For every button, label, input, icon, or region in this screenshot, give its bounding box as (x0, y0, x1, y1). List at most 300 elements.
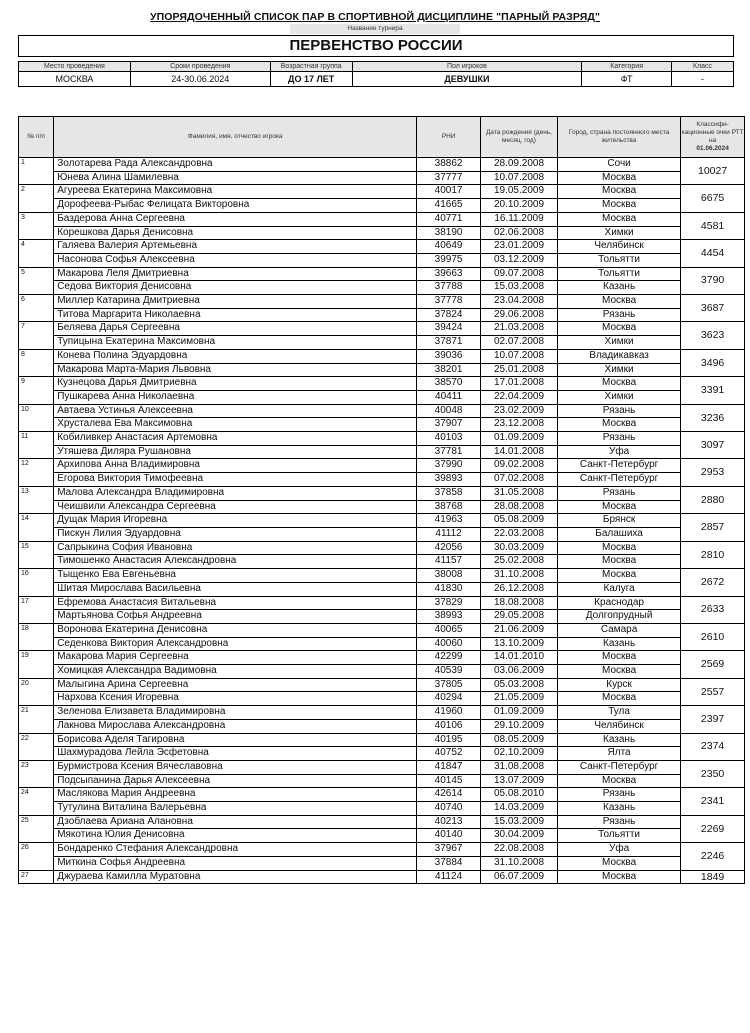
table-row (19, 322, 745, 336)
player-rni: 38201 (417, 363, 481, 377)
player-birthdate: 25.02.2008 (480, 555, 557, 569)
pair-number: 27 (19, 870, 54, 884)
table-row (19, 870, 745, 884)
player-name: Егорова Виктория Тимофеевна (54, 473, 417, 487)
table-row (19, 541, 745, 555)
pair-rating: 10027 (681, 158, 745, 185)
pair-rating: 2557 (681, 678, 745, 705)
pair-rating: 4454 (681, 240, 745, 267)
player-rni: 38768 (417, 500, 481, 514)
player-name: Малыгина Арина Сергеевна (54, 678, 417, 692)
player-city: Москва (557, 665, 680, 679)
table-row (19, 719, 745, 733)
player-rni: 40106 (417, 719, 481, 733)
player-birthdate: 15.03.2009 (480, 815, 557, 829)
info-header-category: Категория (582, 62, 672, 72)
player-birthdate: 19.05.2009 (480, 185, 557, 199)
player-birthdate: 14.03.2009 (480, 802, 557, 816)
table-row (19, 747, 745, 761)
info-age-group: ДО 17 ЛЕТ (270, 72, 352, 87)
col-header-rni: РНИ (417, 117, 481, 158)
col-header-city: Город, страна постоянного места жительства (557, 117, 680, 158)
player-rni: 37829 (417, 596, 481, 610)
player-birthdate: 31.08.2008 (480, 760, 557, 774)
player-city: Москва (557, 295, 680, 309)
col-header-number: № п/п (19, 117, 54, 158)
pair-rating: 2857 (681, 514, 745, 541)
pair-number: 6 (19, 295, 54, 322)
tournament-name: ПЕРВЕНСТВО РОССИИ (18, 35, 734, 57)
player-rni: 41665 (417, 199, 481, 213)
player-birthdate: 23.04.2008 (480, 295, 557, 309)
player-rni: 41960 (417, 706, 481, 720)
player-rni: 37788 (417, 281, 481, 295)
player-city: Рязань (557, 815, 680, 829)
player-city: Владикавказ (557, 349, 680, 363)
player-name: Нархова Ксения Игоревна (54, 692, 417, 706)
player-rni: 42056 (417, 541, 481, 555)
info-gender: ДЕВУШКИ (352, 72, 582, 87)
table-row (19, 514, 745, 528)
player-city: Челябинск (557, 719, 680, 733)
pair-number: 13 (19, 486, 54, 513)
table-row (19, 665, 745, 679)
player-name: Макарова Мария Сергеевна (54, 651, 417, 665)
player-city: Брянск (557, 514, 680, 528)
player-birthdate: 29.10.2009 (480, 719, 557, 733)
player-city: Челябинск (557, 240, 680, 254)
table-row (19, 253, 745, 267)
col-header-rating-label: Классифи-кационные очки РТТ на (681, 121, 744, 144)
player-rni: 38190 (417, 226, 481, 240)
info-class: - (672, 72, 734, 87)
player-rni: 40065 (417, 623, 481, 637)
player-city: Тольятти (557, 829, 680, 843)
pairs-body (19, 158, 745, 884)
player-name: Джураева Камилла Муратовна (54, 870, 417, 884)
pair-rating: 2350 (681, 760, 745, 787)
player-city: Казань (557, 733, 680, 747)
player-rni: 37778 (417, 295, 481, 309)
table-row (19, 363, 745, 377)
player-name: Баздерова Анна Сергеевна (54, 212, 417, 226)
player-city: Санкт-Петербург (557, 760, 680, 774)
table-row (19, 582, 745, 596)
player-rni: 40048 (417, 404, 481, 418)
player-birthdate: 08.05.2009 (480, 733, 557, 747)
pair-rating: 3097 (681, 432, 745, 459)
player-rni: 37777 (417, 171, 481, 185)
pair-rating: 2810 (681, 541, 745, 568)
player-birthdate: 22.08.2008 (480, 843, 557, 857)
table-row (19, 678, 745, 692)
table-row (19, 295, 745, 309)
pair-number: 3 (19, 212, 54, 239)
table-row (19, 500, 745, 514)
player-name: Подсыпанина Дарья Алексеевна (54, 774, 417, 788)
table-row (19, 212, 745, 226)
player-city: Уфа (557, 843, 680, 857)
player-birthdate: 13.10.2009 (480, 637, 557, 651)
document-title: УПОРЯДОЧЕННЫЙ СПИСОК ПАР В СПОРТИВНОЙ ДИСЦИПЛИНЕ "ПАРНЫЙ РАЗРЯД" (149, 11, 601, 23)
pair-number: 25 (19, 815, 54, 842)
pair-rating: 2269 (681, 815, 745, 842)
pair-rating: 3236 (681, 404, 745, 431)
table-row (19, 404, 745, 418)
player-rni: 37907 (417, 418, 481, 432)
table-row (19, 171, 745, 185)
player-birthdate: 02.06.2008 (480, 226, 557, 240)
player-rni: 37990 (417, 459, 481, 473)
player-name: Чеишвили Александра Сергеевна (54, 500, 417, 514)
table-row (19, 336, 745, 350)
table-row (19, 856, 745, 870)
player-rni: 40140 (417, 829, 481, 843)
player-rni: 37805 (417, 678, 481, 692)
pair-number: 14 (19, 514, 54, 541)
player-rni: 41157 (417, 555, 481, 569)
pair-rating: 2569 (681, 651, 745, 678)
player-birthdate: 02.10.2009 (480, 747, 557, 761)
player-name: Миллер Катарина Дмитриевна (54, 295, 417, 309)
pair-number: 4 (19, 240, 54, 267)
table-row (19, 651, 745, 665)
table-row (19, 692, 745, 706)
player-city: Калуга (557, 582, 680, 596)
table-row (19, 829, 745, 843)
player-rni: 37824 (417, 308, 481, 322)
player-rni: 37967 (417, 843, 481, 857)
player-city: Москва (557, 322, 680, 336)
player-rni: 40771 (417, 212, 481, 226)
table-row (19, 596, 745, 610)
pair-number: 17 (19, 596, 54, 623)
player-rni: 40294 (417, 692, 481, 706)
player-city: Самара (557, 623, 680, 637)
player-rni: 40740 (417, 802, 481, 816)
info-category: ФТ (582, 72, 672, 87)
player-birthdate: 28.09.2008 (480, 158, 557, 172)
player-birthdate: 21.03.2008 (480, 322, 557, 336)
player-name: Титова Маргарита Николаевна (54, 308, 417, 322)
player-city: Казань (557, 281, 680, 295)
player-name: Тутулина Виталина Валерьевна (54, 802, 417, 816)
table-row (19, 843, 745, 857)
table-row (19, 802, 745, 816)
player-city: Рязань (557, 308, 680, 322)
pair-number: 12 (19, 459, 54, 486)
player-city: Тольятти (557, 253, 680, 267)
player-city: Москва (557, 541, 680, 555)
player-name: Дорофеева-Рыбас Фелицата Викторовна (54, 199, 417, 213)
pair-number: 11 (19, 432, 54, 459)
col-header-rating (681, 117, 745, 158)
player-birthdate: 01.09.2009 (480, 432, 557, 446)
table-row (19, 774, 745, 788)
player-name: Насонова Софья Алексеевна (54, 253, 417, 267)
player-name: Борисова Аделя Тагировна (54, 733, 417, 747)
player-city: Химки (557, 226, 680, 240)
player-name: Зеленова Елизавета Владимировна (54, 706, 417, 720)
player-city: Москва (557, 199, 680, 213)
table-row (19, 418, 745, 432)
pair-rating: 2397 (681, 706, 745, 733)
info-header-age-group: Возрастная группа (270, 62, 352, 72)
player-birthdate: 25.01.2008 (480, 363, 557, 377)
player-birthdate: 26.12.2008 (480, 582, 557, 596)
player-birthdate: 10.07.2008 (480, 171, 557, 185)
player-city: Москва (557, 856, 680, 870)
player-birthdate: 22.04.2009 (480, 390, 557, 404)
table-row (19, 432, 745, 446)
pair-number: 19 (19, 651, 54, 678)
info-venue: МОСКВА (19, 72, 131, 87)
pair-number: 9 (19, 377, 54, 404)
player-city: Москва (557, 870, 680, 884)
table-row (19, 199, 745, 213)
player-rni: 37858 (417, 486, 481, 500)
pair-number: 7 (19, 322, 54, 349)
info-dates: 24-30.06.2024 (130, 72, 270, 87)
player-birthdate: 09.07.2008 (480, 267, 557, 281)
player-birthdate: 03.06.2009 (480, 665, 557, 679)
table-row (19, 390, 745, 404)
pairs-table (18, 116, 745, 884)
pair-rating: 2246 (681, 843, 745, 870)
player-name: Хомицкая Александра Вадимовна (54, 665, 417, 679)
pair-rating: 4581 (681, 212, 745, 239)
player-rni: 39975 (417, 253, 481, 267)
col-header-rating-date: 01.06.2024 (696, 145, 729, 152)
player-birthdate: 31.05.2008 (480, 486, 557, 500)
player-city: Санкт-Петербург (557, 459, 680, 473)
player-rni: 40017 (417, 185, 481, 199)
pair-rating: 3790 (681, 267, 745, 294)
player-rni: 41963 (417, 514, 481, 528)
pair-number: 24 (19, 788, 54, 815)
player-birthdate: 23.02.2009 (480, 404, 557, 418)
player-birthdate: 09.02.2008 (480, 459, 557, 473)
pair-number: 21 (19, 706, 54, 733)
player-rni: 37871 (417, 336, 481, 350)
player-rni: 41830 (417, 582, 481, 596)
player-birthdate: 14.01.2010 (480, 651, 557, 665)
pair-number: 10 (19, 404, 54, 431)
player-city: Москва (557, 185, 680, 199)
table-row (19, 486, 745, 500)
table-row (19, 349, 745, 363)
table-row (19, 610, 745, 624)
table-row (19, 267, 745, 281)
table-row (19, 308, 745, 322)
col-header-birthdate: Дата рождения (день, месяц, год) (480, 117, 557, 158)
player-name: Беляева Дарья Сергеевна (54, 322, 417, 336)
table-row (19, 555, 745, 569)
player-birthdate: 05.03.2008 (480, 678, 557, 692)
player-birthdate: 28.08.2008 (480, 500, 557, 514)
player-name: Тыщенко Ева Евгеньевна (54, 569, 417, 583)
player-birthdate: 31.10.2008 (480, 856, 557, 870)
player-name: Юнева Алина Шамилевна (54, 171, 417, 185)
table-row (19, 623, 745, 637)
player-city: Сочи (557, 158, 680, 172)
player-city: Рязань (557, 788, 680, 802)
player-name: Утяшева Диляра Рушановна (54, 445, 417, 459)
player-city: Рязань (557, 432, 680, 446)
player-birthdate: 21.06.2009 (480, 623, 557, 637)
player-birthdate: 01.09.2009 (480, 706, 557, 720)
player-birthdate: 23.12.2008 (480, 418, 557, 432)
player-name: Лакнова Мирослава Александровна (54, 719, 417, 733)
player-name: Бурмистрова Ксения Вячеславовна (54, 760, 417, 774)
table-row (19, 445, 745, 459)
player-name: Корешкова Дарья Денисовна (54, 226, 417, 240)
pair-number: 1 (19, 158, 54, 185)
pair-number: 2 (19, 185, 54, 212)
player-birthdate: 31.10.2008 (480, 569, 557, 583)
pair-number: 15 (19, 541, 54, 568)
player-rni: 40411 (417, 390, 481, 404)
player-city: Рязань (557, 486, 680, 500)
player-name: Автаева Устинья Алексеевна (54, 404, 417, 418)
player-city: Ялта (557, 747, 680, 761)
player-rni: 39036 (417, 349, 481, 363)
player-birthdate: 05.08.2009 (480, 514, 557, 528)
info-header-class: Класс (672, 62, 734, 72)
player-city: Тольятти (557, 267, 680, 281)
player-city: Тула (557, 706, 680, 720)
player-city: Москва (557, 651, 680, 665)
player-birthdate: 29.05.2008 (480, 610, 557, 624)
pair-number: 18 (19, 623, 54, 650)
player-city: Москва (557, 212, 680, 226)
player-name: Кузнецова Дарья Дмитриевна (54, 377, 417, 391)
table-row (19, 226, 745, 240)
pair-number: 16 (19, 569, 54, 596)
table-row (19, 527, 745, 541)
table-row (19, 733, 745, 747)
player-rni: 41847 (417, 760, 481, 774)
player-name: Макарова Леля Дмитриевна (54, 267, 417, 281)
table-row (19, 459, 745, 473)
player-rni: 39424 (417, 322, 481, 336)
pair-number: 26 (19, 843, 54, 870)
player-rni: 40649 (417, 240, 481, 254)
player-birthdate: 05.08.2010 (480, 788, 557, 802)
player-name: Конева Полина Эдуардовна (54, 349, 417, 363)
player-rni: 37781 (417, 445, 481, 459)
player-city: Краснодар (557, 596, 680, 610)
player-city: Химки (557, 390, 680, 404)
player-name: Бондаренко Стефания Александровна (54, 843, 417, 857)
player-city: Москва (557, 418, 680, 432)
table-row (19, 158, 745, 172)
player-name: Пискун Лилия Эдуардовна (54, 527, 417, 541)
pair-rating: 3623 (681, 322, 745, 349)
player-city: Казань (557, 637, 680, 651)
player-name: Золотарева Рада Александровна (54, 158, 417, 172)
player-rni: 42614 (417, 788, 481, 802)
player-name: Галяева Валерия Артемьевна (54, 240, 417, 254)
player-city: Москва (557, 774, 680, 788)
player-city: Балашиха (557, 527, 680, 541)
player-birthdate: 29.06.2008 (480, 308, 557, 322)
player-name: Кобиливкер Анастасия Артемовна (54, 432, 417, 446)
player-name: Мякотина Юлия Денисовна (54, 829, 417, 843)
player-name: Седенкова Виктория Александровна (54, 637, 417, 651)
player-name: Шитая Мирослава Васильевна (54, 582, 417, 596)
player-city: Казань (557, 802, 680, 816)
player-city: Курск (557, 678, 680, 692)
table-row (19, 377, 745, 391)
player-birthdate: 10.07.2008 (480, 349, 557, 363)
player-birthdate: 20.10.2009 (480, 199, 557, 213)
player-city: Долгопрудный (557, 610, 680, 624)
player-rni: 40213 (417, 815, 481, 829)
player-rni: 39893 (417, 473, 481, 487)
player-name: Тимошенко Анастасия Александровна (54, 555, 417, 569)
pair-rating: 2672 (681, 569, 745, 596)
player-city: Москва (557, 377, 680, 391)
pair-rating: 2610 (681, 623, 745, 650)
player-name: Седова Виктория Денисовна (54, 281, 417, 295)
player-rni: 38008 (417, 569, 481, 583)
player-rni: 38862 (417, 158, 481, 172)
player-city: Москва (557, 500, 680, 514)
player-birthdate: 17.01.2008 (480, 377, 557, 391)
player-birthdate: 23.01.2009 (480, 240, 557, 254)
player-birthdate: 02.07.2008 (480, 336, 557, 350)
pair-rating: 2633 (681, 596, 745, 623)
player-birthdate: 13.07.2009 (480, 774, 557, 788)
pair-number: 5 (19, 267, 54, 294)
player-name: Маслякова Мария Андреевна (54, 788, 417, 802)
player-rni: 37884 (417, 856, 481, 870)
player-rni: 40103 (417, 432, 481, 446)
info-header-venue: Место проведения (19, 62, 131, 72)
player-name: Макарова Марта-Мария Львовна (54, 363, 417, 377)
col-header-name: Фамилия, имя, отчество игрока (54, 117, 417, 158)
player-rni: 40752 (417, 747, 481, 761)
player-name: Тупицына Екатерина Максимовна (54, 336, 417, 350)
player-city: Москва (557, 569, 680, 583)
player-rni: 38993 (417, 610, 481, 624)
player-birthdate: 18.08.2008 (480, 596, 557, 610)
player-name: Архипова Анна Владимировна (54, 459, 417, 473)
player-birthdate: 30.04.2009 (480, 829, 557, 843)
player-rni: 40145 (417, 774, 481, 788)
player-rni: 41112 (417, 527, 481, 541)
table-row (19, 788, 745, 802)
player-birthdate: 21.05.2009 (480, 692, 557, 706)
table-row (19, 706, 745, 720)
pair-number: 20 (19, 678, 54, 705)
player-name: Дущак Мария Игоревна (54, 514, 417, 528)
table-row (19, 569, 745, 583)
pair-rating: 2953 (681, 459, 745, 486)
player-name: Сапрыкина София Ивановна (54, 541, 417, 555)
player-birthdate: 16.11.2009 (480, 212, 557, 226)
player-name: Агуреева Екатерина Максимовна (54, 185, 417, 199)
player-city: Москва (557, 692, 680, 706)
pair-rating: 3687 (681, 295, 745, 322)
player-name: Дзоблаева Ариана Алановна (54, 815, 417, 829)
table-row (19, 185, 745, 199)
pair-number: 22 (19, 733, 54, 760)
pair-rating: 1849 (681, 870, 745, 884)
table-row (19, 473, 745, 487)
player-name: Пушкарева Анна Николаевна (54, 390, 417, 404)
